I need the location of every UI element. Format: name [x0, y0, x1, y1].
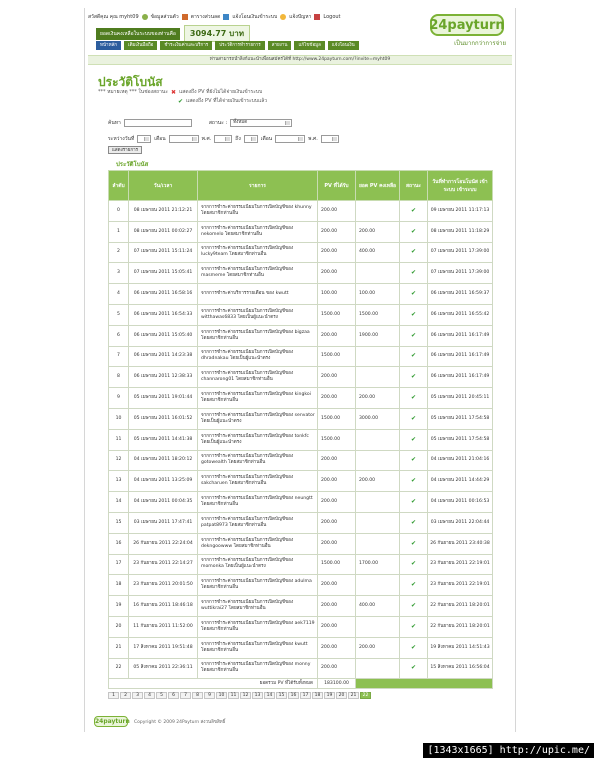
- tree-icon: [223, 14, 229, 20]
- table-row: [109, 221, 493, 242]
- cell-transfer-date: 06 เมษายน 2011 16:17:49: [428, 325, 493, 346]
- x-icon: ✖: [171, 88, 177, 96]
- cell-transfer-date: 03 เมษายน 2011 22:04:44: [428, 512, 493, 533]
- cell-pv-received: 200.00: [318, 367, 356, 388]
- cell-index: 2: [109, 242, 129, 263]
- cell-pv-balance: 1500.00: [356, 304, 400, 325]
- cell-description: จากการชำระค่าธรรมเนียมในการเปิดบัญชีของ patpat8973 โดยสมาชิกท่านอื่น: [198, 512, 318, 533]
- cell-pv-balance: 1700.00: [356, 554, 400, 575]
- brand-logo[interactable]: [426, 14, 508, 48]
- cell-description: จากการชำระค่าธรรมเนียมในการเปิดบัญชีของ adulma โดยสมาชิกท่านอื่น: [198, 575, 318, 596]
- cell-status: ✔: [400, 346, 428, 367]
- main-nav: [96, 41, 359, 50]
- cell-transfer-date: 19 สิงหาคม 2011 14:51:43: [428, 637, 493, 658]
- cell-datetime: 03 เมษายน 2011 17:47:41: [129, 512, 198, 533]
- cell-status: ✔: [400, 450, 428, 471]
- cell-transfer-date: 26 กันยายน 2011 23:40:38: [428, 533, 493, 554]
- date-range-label: ระหว่างวันที่: [108, 136, 135, 142]
- page-link[interactable]: 20: [336, 692, 347, 699]
- cell-pv-balance: [356, 533, 400, 554]
- cell-status: ✔: [400, 492, 428, 513]
- top-user-bar: [88, 12, 418, 22]
- cell-pv-received: 200.00: [318, 637, 356, 658]
- cell-status: ✔: [400, 471, 428, 492]
- help-icon: [280, 14, 286, 20]
- cell-pv-received: 200.00: [318, 242, 356, 263]
- cell-index: 11: [109, 429, 129, 450]
- cell-description: จากการชำระค่าธรรมเนียมในการเปิดบัญชีของ bigzaa โดยสมาชิกท่านอื่น: [198, 325, 318, 346]
- cell-description: จากการชำระค่าธรรมเนียมในการเปิดบัญชีของ kingkoi โดยสมาชิกท่านอื่น: [198, 388, 318, 409]
- cell-index: 19: [109, 596, 129, 617]
- page-link[interactable]: 1: [108, 692, 119, 699]
- cell-datetime: 17 สิงหาคม 2011 19:51:48: [129, 637, 198, 658]
- table-row: [109, 658, 493, 679]
- balance-amount: 3094.77 บาท: [184, 25, 250, 42]
- nav-bill-payment[interactable]: ชำระเงินค่าและบริการ: [160, 41, 212, 50]
- table-row: [109, 263, 493, 284]
- cell-pv-received: 200.00: [318, 325, 356, 346]
- table-row: [109, 429, 493, 450]
- cell-status: ✔: [400, 284, 428, 305]
- total-filler: [356, 679, 493, 689]
- section-label: ประวัติโบนัส: [116, 161, 149, 168]
- profile-link[interactable]: ข้อมูลส่วนตัว: [150, 14, 179, 20]
- copyright-text: Copyright © 2009 24Payturn สงวนลิขสิทธิ์: [134, 720, 226, 725]
- table-row: [109, 637, 493, 658]
- cell-description: จากการชำระค่าธรรมเนียมในการเปิดบัญชีของ dekngoowww โดยสมาชิกท่านอื่น: [198, 533, 318, 554]
- list-icon: [182, 14, 188, 20]
- cell-datetime: 08 เมษายน 2011 21:12:21: [129, 201, 198, 222]
- page-link[interactable]: 10: [216, 692, 227, 699]
- table-row: [109, 492, 493, 513]
- cell-status: ✔: [400, 658, 428, 679]
- show-list-button[interactable]: แสดงรายการ: [108, 146, 142, 154]
- nav-home[interactable]: หน้าหลัก: [96, 41, 121, 50]
- page-link[interactable]: 16: [288, 692, 299, 699]
- cell-transfer-date: 23 กันยายน 2011 22:19:01: [428, 575, 493, 596]
- cell-transfer-date: 07 เมษายน 2011 17:39:00: [428, 242, 493, 263]
- cell-index: 5: [109, 304, 129, 325]
- table-row: [109, 596, 493, 617]
- cell-status: ✔: [400, 201, 428, 222]
- cell-pv-received: 1500.00: [318, 304, 356, 325]
- cell-status: ✔: [400, 616, 428, 637]
- logout-link[interactable]: Logout: [323, 14, 341, 20]
- start-month-select[interactable]: [169, 135, 199, 143]
- cell-description: จากการชำระค่าธรรมเนียมในการเปิดบัญชีของ channarong01 โดยสมาชิกท่านอื่น: [198, 367, 318, 388]
- logo-text: 24payturn: [430, 14, 504, 36]
- cell-description: จากการชำระค่าธรรมเนียมในการเปิดบัญชีของ gotowealth โดยสมาชิกท่านอื่น: [198, 450, 318, 471]
- status-select[interactable]: ทั้งหมด: [230, 119, 292, 127]
- table-row: [109, 304, 493, 325]
- cell-pv-balance: 400.00: [356, 596, 400, 617]
- cell-datetime: 23 กันยายน 2011 22:14:27: [129, 554, 198, 575]
- cell-index: 1: [109, 221, 129, 242]
- transfer-notice-link[interactable]: แจ้งโอนเงินเข้าระบบ: [232, 14, 278, 20]
- cell-datetime: 08 เมษายน 2011 00:02:27: [129, 221, 198, 242]
- cell-datetime: 06 เมษายน 2011 12:38:33: [129, 367, 198, 388]
- cell-pv-balance: [356, 575, 400, 596]
- cell-description: จากการชำระค่าธรรมเนียมในการเปิดบัญชีของ sakcharuen โดยสมาชิกท่านอื่น: [198, 471, 318, 492]
- cell-datetime: 07 เมษายน 2011 15:05:41: [129, 263, 198, 284]
- cell-transfer-date: 23 กันยายน 2011 22:19:01: [428, 554, 493, 575]
- cell-pv-received: 200.00: [318, 263, 356, 284]
- page-link[interactable]: 17: [300, 692, 311, 699]
- page-link[interactable]: 3: [132, 692, 143, 699]
- cell-status: ✔: [400, 575, 428, 596]
- page-link[interactable]: 15: [276, 692, 287, 699]
- cell-pv-balance: [356, 658, 400, 679]
- cell-status: ✔: [400, 429, 428, 450]
- cell-description: จากการชำระค่าธรรมเนียมในการเปิดบัญชีของ lucky9team โดยสมาชิกท่านอื่น: [198, 242, 318, 263]
- nav-topup[interactable]: เติมเงินมือถือ: [124, 41, 157, 50]
- table-row: [109, 512, 493, 533]
- cell-status: ✔: [400, 408, 428, 429]
- cell-transfer-date: 22 กันยายน 2011 18:20:01: [428, 596, 493, 617]
- end-year-label: พ.ศ.: [308, 136, 318, 142]
- end-day-select[interactable]: [244, 135, 258, 143]
- cell-pv-received: 200.00: [318, 533, 356, 554]
- cell-status: ✔: [400, 304, 428, 325]
- check-icon: ✔: [178, 97, 184, 105]
- cell-index: 10: [109, 408, 129, 429]
- cell-status: ✔: [400, 221, 428, 242]
- cell-status: ✔: [400, 263, 428, 284]
- end-month-select[interactable]: [275, 135, 305, 143]
- cell-transfer-date: 05 เมษายน 2011 17:54:58: [428, 429, 493, 450]
- logout-icon: [314, 14, 320, 20]
- start-day-select[interactable]: [137, 135, 151, 143]
- cell-pv-received: 200.00: [318, 492, 356, 513]
- report-problem-link[interactable]: แจ้งปัญหา: [289, 14, 312, 20]
- cell-index: 21: [109, 637, 129, 658]
- cell-transfer-date: 06 เมษายน 2011 16:55:42: [428, 304, 493, 325]
- total-row: [109, 679, 493, 689]
- cell-transfer-date: 07 เมษายน 2011 17:39:00: [428, 263, 493, 284]
- cell-pv-balance: 200.00: [356, 221, 400, 242]
- nav-edit-profile[interactable]: แก้ไขข้อมูล: [294, 41, 324, 50]
- page-link[interactable]: 8: [192, 692, 203, 699]
- cell-transfer-date: 22 กันยายน 2011 18:20:01: [428, 616, 493, 637]
- cell-index: 17: [109, 554, 129, 575]
- col-datetime: วัน/เวลา: [129, 171, 198, 201]
- cell-pv-balance: 3000.00: [356, 408, 400, 429]
- logo-tagline: เป็นมากกว่าการจ่าย: [454, 40, 506, 47]
- cell-datetime: 23 กันยายน 2011 20:01:50: [129, 575, 198, 596]
- cell-index: 13: [109, 471, 129, 492]
- table-row: [109, 201, 493, 222]
- cell-description: จากการชำระค่าธรรมเนียมในการเปิดบัญชีของ khunny โดยสมาชิกท่านอื่น: [198, 201, 318, 222]
- cell-transfer-date: 09 เมษายน 2011 11:17:13: [428, 201, 493, 222]
- cell-datetime: 04 เมษายน 2011 00:04:35: [129, 492, 198, 513]
- page-link[interactable]: 5: [156, 692, 167, 699]
- footer-logo[interactable]: 24payturn: [95, 718, 130, 725]
- cell-description: จากการชำระค่าธรรมเนียมในการเปิดบัญชีของ nekomelo โดยสมาชิกท่านอื่น: [198, 221, 318, 242]
- col-description: รายการ: [198, 171, 318, 201]
- cell-pv-balance: [356, 450, 400, 471]
- cell-description: จากการชำระค่าธรรมเนียมในการเปิดบัญชีของ momonka โดยเป็นผู้แนะนำตรง: [198, 554, 318, 575]
- cell-description: จากการชำระค่าธรรมเนียมในการเปิดบัญชีของ monny โดยสมาชิกท่านอื่น: [198, 658, 318, 679]
- footer: [94, 716, 225, 727]
- table-row: [109, 388, 493, 409]
- cell-pv-balance: [356, 512, 400, 533]
- cell-status: ✔: [400, 533, 428, 554]
- cell-status: ✔: [400, 596, 428, 617]
- page-link[interactable]: 6: [168, 692, 179, 699]
- cell-datetime: 07 เมษายน 2011 15:11:24: [129, 242, 198, 263]
- cell-pv-received: 200.00: [318, 201, 356, 222]
- to-label: ถึง: [235, 136, 241, 142]
- page-link[interactable]: 7: [180, 692, 191, 699]
- cell-pv-received: 200.00: [318, 388, 356, 409]
- cell-transfer-date: 04 เมษายน 2011 00:16:53: [428, 492, 493, 513]
- note-prefix: *** หมายเหตุ *** ในช่องสถานะ: [98, 89, 169, 95]
- nav-network[interactable]: สายงาน: [268, 41, 292, 50]
- cell-pv-balance: [356, 263, 400, 284]
- cell-status: ✔: [400, 367, 428, 388]
- page-link[interactable]: 2: [120, 692, 131, 699]
- note-unpaid-text: แสดงถึง PV ที่ยังไม่ได้จ่ายเงินเข้าระบบ: [179, 89, 263, 95]
- cell-pv-received: 200.00: [318, 512, 356, 533]
- cell-transfer-date: 04 เมษายน 2011 21:04:16: [428, 450, 493, 471]
- cell-pv-balance: [356, 346, 400, 367]
- cell-pv-balance: [356, 492, 400, 513]
- cell-datetime: 06 เมษายน 2011 15:05:40: [129, 325, 198, 346]
- cell-pv-received: 200.00: [318, 616, 356, 637]
- cell-description: จากการชำระค่าธรรมเนียมในการเปิดบัญชีของ dhradnakau โดยเป็นผู้แนะนำตรง: [198, 346, 318, 367]
- cell-datetime: 06 เมษายน 2011 14:23:38: [129, 346, 198, 367]
- search-input[interactable]: [124, 119, 192, 127]
- table-row: [109, 408, 493, 429]
- filter-row-1: [108, 119, 292, 127]
- col-pv-balance: ยอด PV คงเหลือ: [356, 171, 400, 201]
- cell-pv-received: 1500.00: [318, 554, 356, 575]
- cell-index: 7: [109, 346, 129, 367]
- cell-pv-received: 200.00: [318, 596, 356, 617]
- cell-pv-balance: 1900.00: [356, 325, 400, 346]
- start-month-label: เดือน: [154, 136, 166, 142]
- discount-table-link[interactable]: ตารางส่วนลด: [190, 14, 221, 20]
- cell-pv-received: 200.00: [318, 221, 356, 242]
- cell-index: 4: [109, 284, 129, 305]
- cell-pv-balance: 400.00: [356, 242, 400, 263]
- cell-description: จากการชำระค่าบริการรายเดือน ของ kwutt: [198, 284, 318, 305]
- user-icon: [142, 14, 148, 20]
- page-link[interactable]: 18: [312, 692, 323, 699]
- table-row: [109, 367, 493, 388]
- cell-description: จากการชำระค่าธรรมเนียมในการเปิดบัญชีของ kwutt โดยสมาชิกท่านอื่น: [198, 637, 318, 658]
- cell-datetime: 06 เมษายน 2011 16:54:33: [129, 304, 198, 325]
- start-year-label: พ.ศ.: [201, 136, 212, 142]
- page-link[interactable]: 13: [252, 692, 263, 699]
- cell-description: จากการชำระค่าธรรมเนียมในการเปิดบัญชีของ neungtt โดยสมาชิกท่านอื่น: [198, 492, 318, 513]
- cell-status: ✔: [400, 242, 428, 263]
- cell-pv-received: 1500.00: [318, 346, 356, 367]
- cell-pv-received: 200.00: [318, 658, 356, 679]
- cell-pv-balance: [356, 429, 400, 450]
- cell-datetime: 04 เมษายน 2011 18:20:12: [129, 450, 198, 471]
- page-link[interactable]: 4: [144, 692, 155, 699]
- end-year-select[interactable]: [321, 135, 339, 143]
- status-note-unpaid: [98, 88, 262, 96]
- page-link[interactable]: 9: [204, 692, 215, 699]
- table-row: [109, 533, 493, 554]
- cell-index: 22: [109, 658, 129, 679]
- page-link[interactable]: 12: [240, 692, 251, 699]
- page-link[interactable]: 22: [360, 692, 371, 699]
- cell-pv-received: 200.00: [318, 471, 356, 492]
- table-row: [109, 575, 493, 596]
- cell-index: 0: [109, 201, 129, 222]
- end-month-label: เดือน: [260, 136, 273, 142]
- cell-transfer-date: 05 เมษายน 2011 20:45:11: [428, 388, 493, 409]
- note-paid-text: แสดงถึง PV ที่ได้จ่ายเงินเข้าระบบแล้ว: [186, 98, 268, 104]
- cell-index: 3: [109, 263, 129, 284]
- cell-pv-received: 1500.00: [318, 429, 356, 450]
- nav-history[interactable]: ประวัติการทำรายการ: [215, 41, 265, 50]
- cell-description: จากการชำระค่าธรรมเนียมในการเปิดบัญชีของ senvator โดยเป็นผู้แนะนำตรง: [198, 408, 318, 429]
- col-transfer-date: วันที่ทำการโอนโบนัส เข้าระบบ เข้าระบบ: [428, 171, 493, 201]
- total-value: 183100.00: [318, 679, 356, 689]
- cell-pv-balance: [356, 367, 400, 388]
- cell-description: จากการชำระค่าธรรมเนียมในการเปิดบัญชีของ aek7119 โดยสมาชิกท่านอื่น: [198, 616, 318, 637]
- cell-transfer-date: 05 เมษายน 2011 17:54:58: [428, 408, 493, 429]
- status-note-paid: [178, 97, 267, 105]
- page-title: ประวัติโบนัส: [98, 75, 163, 89]
- balance-label: ยอดเงินคงเหลือในระบบของท่านคือ: [96, 28, 180, 40]
- table-row: [109, 471, 493, 492]
- page-link[interactable]: 19: [324, 692, 335, 699]
- cell-pv-received: 200.00: [318, 575, 356, 596]
- cell-index: 6: [109, 325, 129, 346]
- table-row: [109, 616, 493, 637]
- filter-row-2: [108, 135, 339, 143]
- cell-datetime: 04 เมษายน 2011 13:25:09: [129, 471, 198, 492]
- cell-datetime: 05 เมษายน 2011 16:01:52: [129, 408, 198, 429]
- cell-pv-balance: 200.00: [356, 388, 400, 409]
- table-row: [109, 325, 493, 346]
- table-row: [109, 242, 493, 263]
- cell-description: จากการชำระค่าธรรมเนียมในการเปิดบัญชีของ tonkfc โดยเป็นผู้แนะนำตรง: [198, 429, 318, 450]
- referral-bar: ท่านสามารถนำลิงก์แนะนำเพื่อนสมัครได้ที่ http://www.24payturn.com/?invite=myht09: [88, 55, 512, 65]
- table-row: [109, 450, 493, 471]
- cell-pv-received: 200.00: [318, 450, 356, 471]
- cell-transfer-date: 06 เมษายน 2011 16:17:49: [428, 367, 493, 388]
- cell-index: 14: [109, 492, 129, 513]
- table-header-row: [109, 171, 493, 201]
- cell-transfer-date: 08 เมษายน 2011 11:18:29: [428, 221, 493, 242]
- cell-pv-received: 1500.00: [318, 408, 356, 429]
- cell-description: จากการชำระค่าธรรมเนียมในการเปิดบัญชีของ witthawas6833 โดยเป็นผู้แนะนำตรง: [198, 304, 318, 325]
- cell-datetime: 26 กันยายน 2011 22:24:04: [129, 533, 198, 554]
- cell-index: 8: [109, 367, 129, 388]
- cell-index: 18: [109, 575, 129, 596]
- nav-transfer-notice[interactable]: แจ้งโอนเงิน: [328, 41, 359, 50]
- cell-description: จากการชำระค่าธรรมเนียมในการเปิดบัญชีของ wuttikrai27 โดยสมาชิกท่านอื่น: [198, 596, 318, 617]
- cell-index: 16: [109, 533, 129, 554]
- col-index: ลำดับ: [109, 171, 129, 201]
- page-link[interactable]: 14: [264, 692, 275, 699]
- cell-transfer-date: 06 เมษายน 2011 16:17:49: [428, 346, 493, 367]
- image-watermark: [1343x1665] http://upic.me/: [423, 743, 594, 758]
- table-row: [109, 284, 493, 305]
- cell-index: 15: [109, 512, 129, 533]
- cell-datetime: 05 สิงหาคม 2011 22:36:11: [129, 658, 198, 679]
- cell-datetime: 11 กันยายน 2011 11:52:00: [129, 616, 198, 637]
- col-status: สถานะ: [400, 171, 428, 201]
- cell-pv-balance: [356, 201, 400, 222]
- col-pv-received: PV ที่ได้รับ: [318, 171, 356, 201]
- cell-transfer-date: 04 เมษายน 2011 14:44:29: [428, 471, 493, 492]
- status-label: สถานะ :: [208, 120, 228, 126]
- start-year-select[interactable]: [214, 135, 232, 143]
- cell-status: ✔: [400, 388, 428, 409]
- cell-status: ✔: [400, 637, 428, 658]
- cell-datetime: 06 เมษายน 2011 16:58:16: [129, 284, 198, 305]
- cell-index: 20: [109, 616, 129, 637]
- bonus-table: [108, 170, 493, 689]
- pagination: [108, 692, 371, 699]
- cell-pv-balance: [356, 616, 400, 637]
- table-row: [109, 554, 493, 575]
- cell-pv-balance: 200.00: [356, 637, 400, 658]
- cell-index: 12: [109, 450, 129, 471]
- cell-transfer-date: 06 เมษายน 2011 16:59:37: [428, 284, 493, 305]
- cell-index: 9: [109, 388, 129, 409]
- total-label: ยอดรวม PV ที่ได้รับทั้งหมด: [109, 679, 318, 689]
- cell-transfer-date: 15 สิงหาคม 2011 16:56:04: [428, 658, 493, 679]
- cell-status: ✔: [400, 325, 428, 346]
- cell-status: ✔: [400, 512, 428, 533]
- cell-status: ✔: [400, 554, 428, 575]
- page-link[interactable]: 21: [348, 692, 359, 699]
- filter-row-3: [108, 146, 142, 154]
- table-row: [109, 346, 493, 367]
- cell-pv-received: 100.00: [318, 284, 356, 305]
- greeting-text: สวัสดีคุณ คุณ myht09: [88, 14, 139, 20]
- page-link[interactable]: 11: [228, 692, 239, 699]
- cell-description: จากการชำระค่าธรรมเนียมในการเปิดบัญชีของ masmeme โดยสมาชิกท่านอื่น: [198, 263, 318, 284]
- cell-datetime: 05 เมษายน 2011 19:01:44: [129, 388, 198, 409]
- cell-pv-balance: 100.00: [356, 284, 400, 305]
- cell-pv-balance: 200.00: [356, 471, 400, 492]
- search-label: ค้นหา: [108, 120, 121, 126]
- cell-datetime: 16 กันยายน 2011 18:46:18: [129, 596, 198, 617]
- balance-box: [96, 25, 250, 42]
- cell-datetime: 05 เมษายน 2011 14:41:38: [129, 429, 198, 450]
